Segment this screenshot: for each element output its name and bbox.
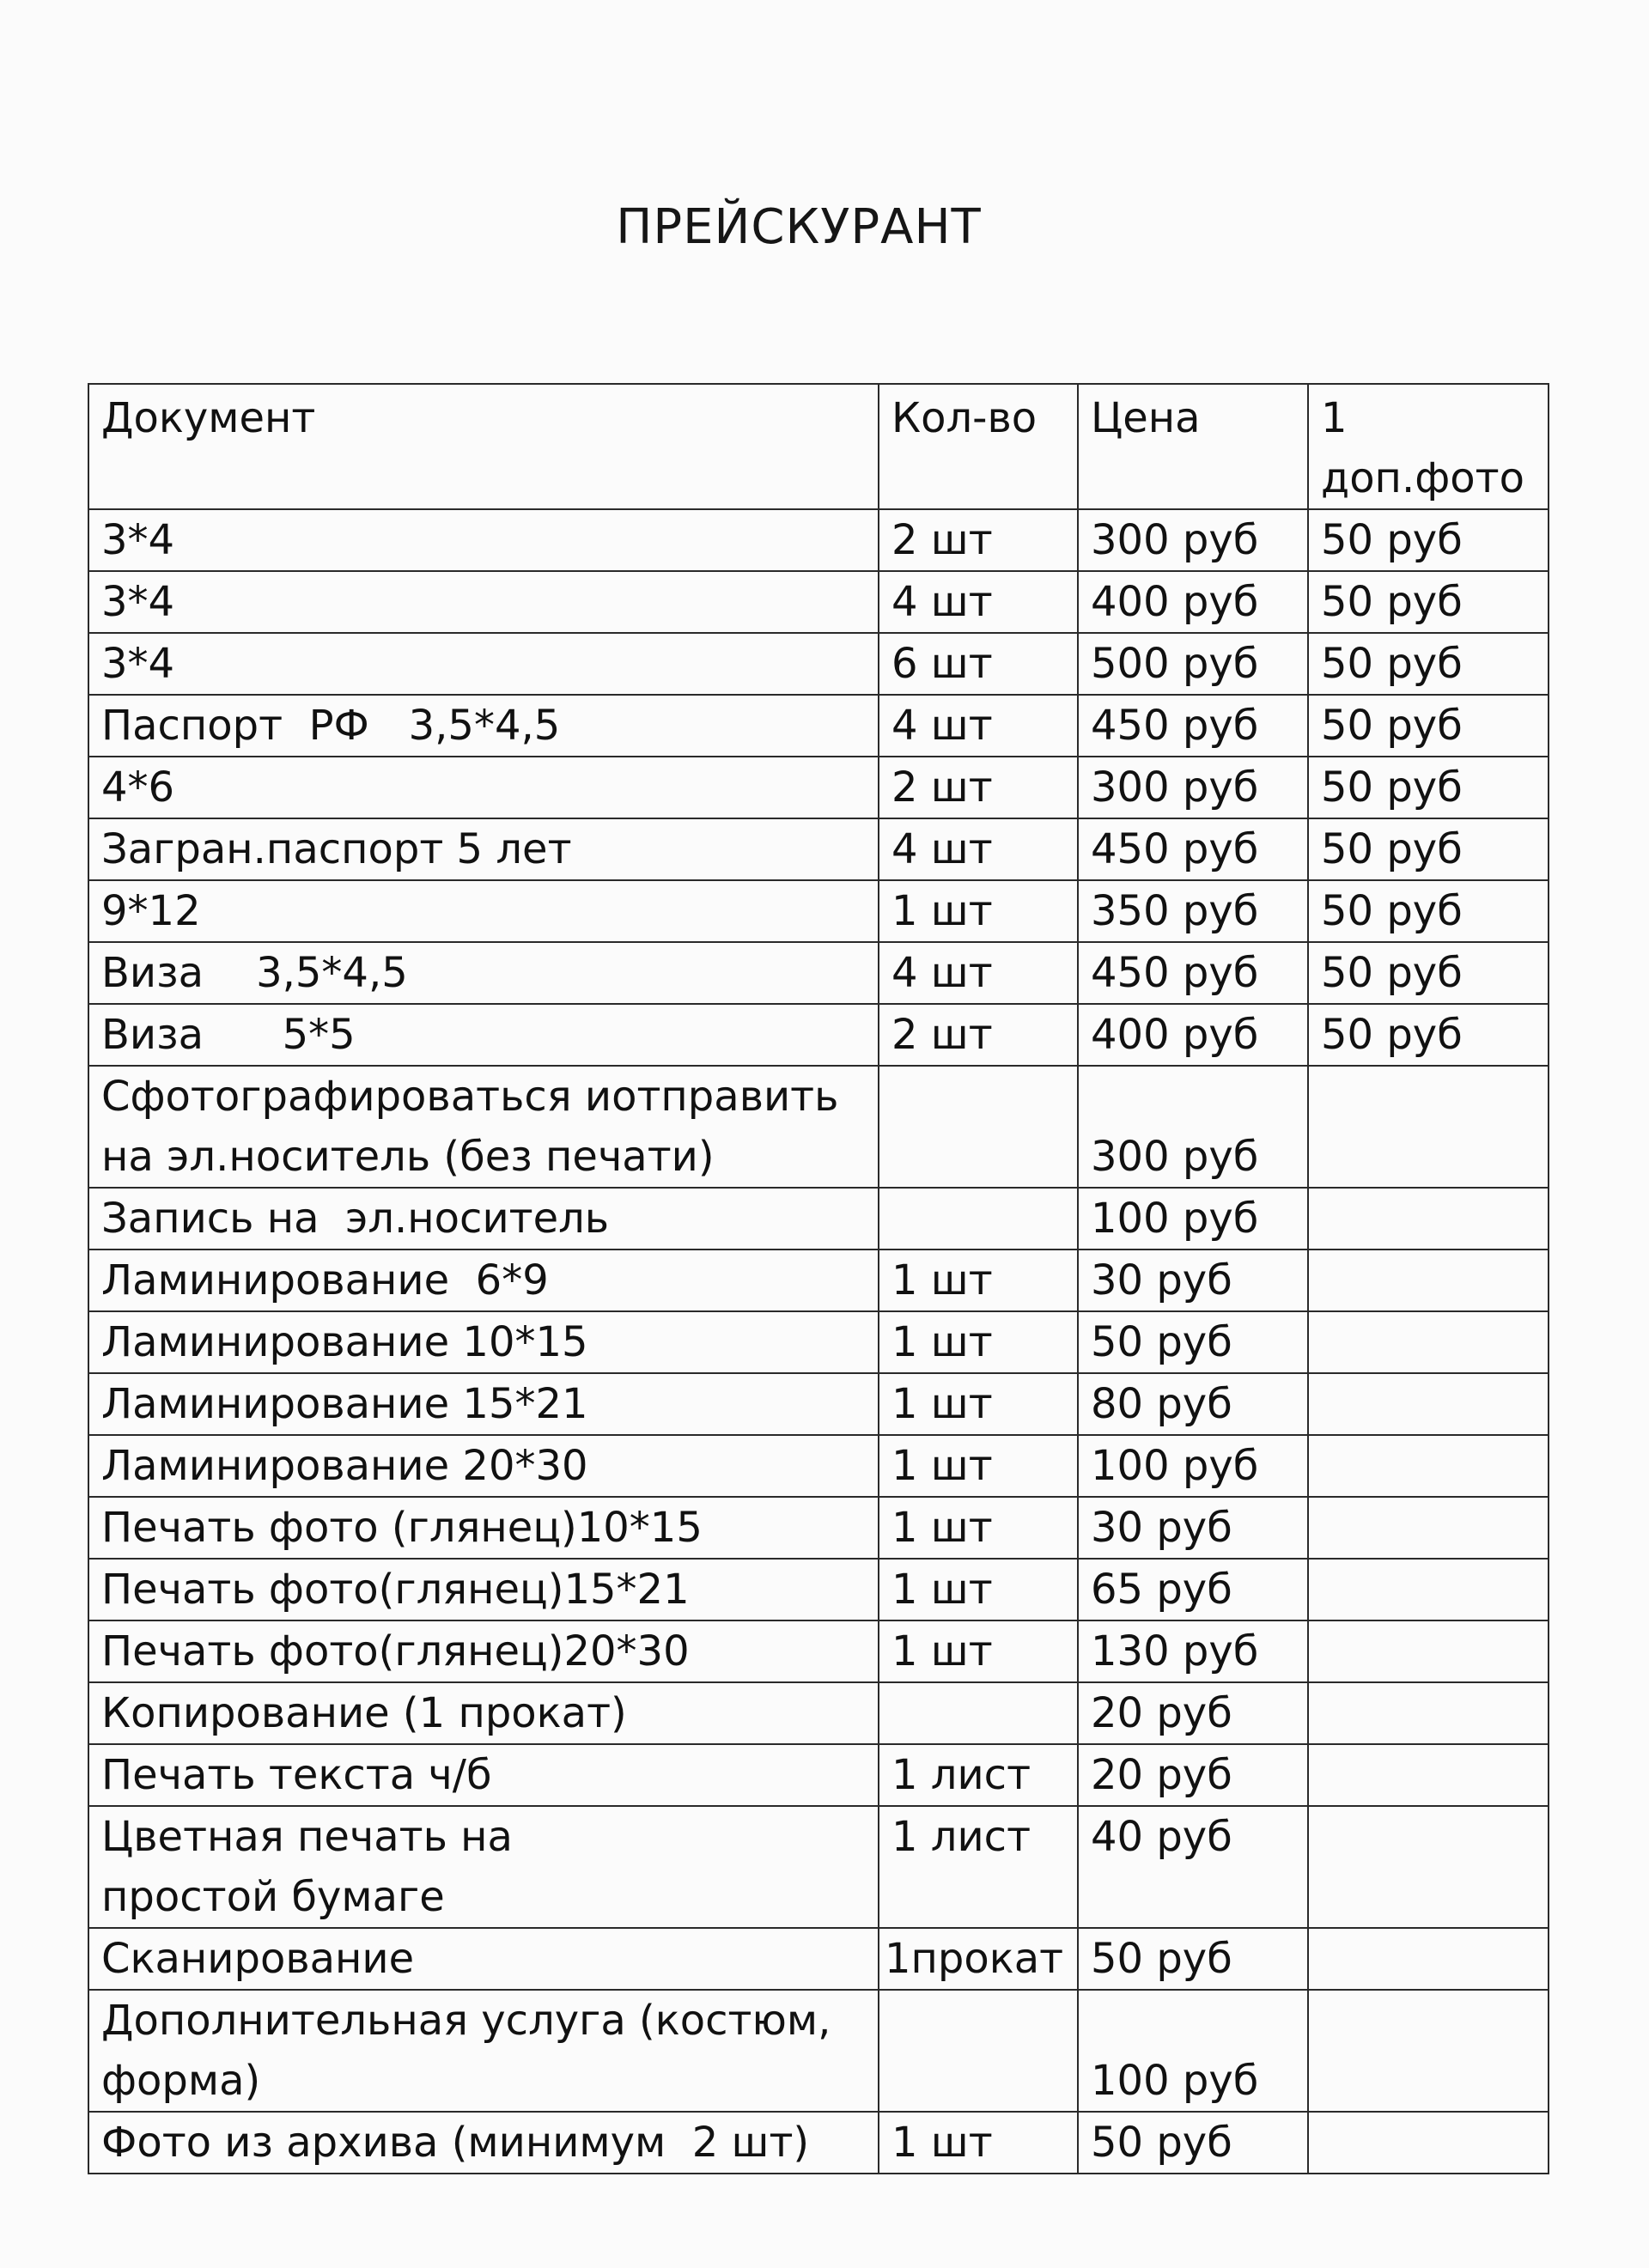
cell-price: 20 руб (1078, 1682, 1308, 1744)
cell-price: 450 руб (1078, 818, 1308, 880)
cell-document: Печать фото(глянец)20*30 (88, 1620, 879, 1682)
table-header-row (88, 384, 1549, 509)
cell-price: 50 руб (1078, 2112, 1308, 2174)
page-title: ПРЕЙСКУРАНТ (616, 199, 982, 255)
cell-extra-photo (1308, 1620, 1549, 1682)
cell-quantity: 6 шт (879, 633, 1078, 695)
cell-quantity: 1 шт (879, 1559, 1078, 1620)
cell-price: 300 руб (1078, 757, 1308, 818)
table-row (88, 1620, 1549, 1682)
cell-document: Фото из архива (минимум 2 шт) (88, 2112, 879, 2174)
cell-document: Цветная печать на простой бумаге (88, 1806, 879, 1928)
cell-price: 30 руб (1078, 1497, 1308, 1559)
cell-quantity (879, 1682, 1078, 1744)
table-row (88, 695, 1549, 757)
cell-quantity (879, 1188, 1078, 1250)
table-row (88, 1928, 1549, 1990)
cell-quantity: 1 шт (879, 1311, 1078, 1373)
table-row (88, 1497, 1549, 1559)
table-row (88, 1744, 1549, 1806)
cell-extra-photo: 50 руб (1308, 880, 1549, 942)
header-extra-photo: 1 доп.фото (1308, 384, 1549, 509)
cell-quantity: 1 шт (879, 880, 1078, 942)
price-table (88, 383, 1549, 2174)
cell-extra-photo (1308, 1559, 1549, 1620)
cell-price: 130 руб (1078, 1620, 1308, 1682)
cell-quantity: 1 шт (879, 1620, 1078, 1682)
cell-quantity: 1 шт (879, 1435, 1078, 1497)
cell-extra-photo (1308, 1990, 1549, 2112)
cell-document: Ламинирование 15*21 (88, 1373, 879, 1435)
cell-extra-photo (1308, 1497, 1549, 1559)
cell-price: 100 руб (1078, 1990, 1308, 2112)
table-row (88, 1066, 1549, 1188)
table-row (88, 2112, 1549, 2174)
cell-extra-photo (1308, 1066, 1549, 1188)
cell-quantity: 2 шт (879, 509, 1078, 571)
cell-quantity (879, 1990, 1078, 2112)
table-row (88, 880, 1549, 942)
cell-document: Печать фото (глянец)10*15 (88, 1497, 879, 1559)
cell-price: 300 руб (1078, 1066, 1308, 1188)
cell-extra-photo: 50 руб (1308, 633, 1549, 695)
cell-price: 400 руб (1078, 571, 1308, 633)
cell-price: 450 руб (1078, 942, 1308, 1004)
cell-extra-photo: 50 руб (1308, 509, 1549, 571)
table-row (88, 1250, 1549, 1311)
cell-document: Ламинирование 10*15 (88, 1311, 879, 1373)
cell-extra-photo: 50 руб (1308, 942, 1549, 1004)
cell-price: 20 руб (1078, 1744, 1308, 1806)
cell-document: Виза 3,5*4,5 (88, 942, 879, 1004)
cell-quantity: 1 шт (879, 1497, 1078, 1559)
cell-document: Сканирование (88, 1928, 879, 1990)
table-row (88, 1311, 1549, 1373)
table-row (88, 818, 1549, 880)
cell-price: 30 руб (1078, 1250, 1308, 1311)
cell-price: 350 руб (1078, 880, 1308, 942)
cell-document: 3*4 (88, 571, 879, 633)
cell-quantity: 4 шт (879, 571, 1078, 633)
table-row (88, 633, 1549, 695)
cell-extra-photo: 50 руб (1308, 695, 1549, 757)
cell-extra-photo (1308, 1682, 1549, 1744)
table-row (88, 1373, 1549, 1435)
cell-extra-photo: 50 руб (1308, 818, 1549, 880)
cell-document: Паспорт РФ 3,5*4,5 (88, 695, 879, 757)
cell-price: 400 руб (1078, 1004, 1308, 1066)
cell-quantity: 2 шт (879, 757, 1078, 818)
cell-extra-photo: 50 руб (1308, 1004, 1549, 1066)
cell-quantity: 4 шт (879, 695, 1078, 757)
cell-extra-photo (1308, 2112, 1549, 2174)
cell-quantity (879, 1066, 1078, 1188)
cell-price: 65 руб (1078, 1559, 1308, 1620)
cell-extra-photo (1308, 1806, 1549, 1928)
cell-document: 4*6 (88, 757, 879, 818)
cell-quantity: 2 шт (879, 1004, 1078, 1066)
cell-document: 3*4 (88, 633, 879, 695)
table-row (88, 1682, 1549, 1744)
cell-quantity: 1 лист (879, 1806, 1078, 1928)
cell-quantity: 4 шт (879, 942, 1078, 1004)
cell-document: Загран.паспорт 5 лет (88, 818, 879, 880)
cell-document: Сфотографироваться иотправить на эл.носитель (без печати) (88, 1066, 879, 1188)
header-quantity: Кол-во (879, 384, 1078, 509)
cell-document: Ламинирование 6*9 (88, 1250, 879, 1311)
cell-document: Запись на эл.носитель (88, 1188, 879, 1250)
table-row (88, 942, 1549, 1004)
header-document: Документ (88, 384, 879, 509)
cell-document: 9*12 (88, 880, 879, 942)
cell-document: Ламинирование 20*30 (88, 1435, 879, 1497)
cell-quantity: 4 шт (879, 818, 1078, 880)
cell-quantity: 1 шт (879, 2112, 1078, 2174)
cell-quantity: 1 шт (879, 1250, 1078, 1311)
cell-extra-photo (1308, 1373, 1549, 1435)
table-row (88, 1435, 1549, 1497)
cell-document: 3*4 (88, 509, 879, 571)
cell-price: 100 руб (1078, 1188, 1308, 1250)
cell-extra-photo: 50 руб (1308, 571, 1549, 633)
table-row (88, 1559, 1549, 1620)
cell-price: 450 руб (1078, 695, 1308, 757)
table-row (88, 1004, 1549, 1066)
cell-quantity: 1 лист (879, 1744, 1078, 1806)
table-row (88, 1990, 1549, 2112)
table-row (88, 757, 1549, 818)
cell-price: 50 руб (1078, 1928, 1308, 1990)
cell-document: Печать текста ч/б (88, 1744, 879, 1806)
cell-extra-photo (1308, 1928, 1549, 1990)
cell-price: 500 руб (1078, 633, 1308, 695)
cell-document: Дополнительная услуга (костюм, форма) (88, 1990, 879, 2112)
cell-document: Копирование (1 прокат) (88, 1682, 879, 1744)
table-row (88, 1188, 1549, 1250)
table-row (88, 509, 1549, 571)
cell-extra-photo (1308, 1435, 1549, 1497)
table-row (88, 1806, 1549, 1928)
cell-extra-photo (1308, 1744, 1549, 1806)
cell-extra-photo (1308, 1250, 1549, 1311)
cell-price: 40 руб (1078, 1806, 1308, 1928)
table-row (88, 571, 1549, 633)
cell-quantity: 1прокат (879, 1928, 1078, 1990)
cell-price: 100 руб (1078, 1435, 1308, 1497)
cell-extra-photo (1308, 1311, 1549, 1373)
cell-price: 50 руб (1078, 1311, 1308, 1373)
cell-quantity: 1 шт (879, 1373, 1078, 1435)
cell-extra-photo (1308, 1188, 1549, 1250)
cell-price: 80 руб (1078, 1373, 1308, 1435)
cell-price: 300 руб (1078, 509, 1308, 571)
header-price: Цена (1078, 384, 1308, 509)
cell-document: Печать фото(глянец)15*21 (88, 1559, 879, 1620)
cell-document: Виза 5*5 (88, 1004, 879, 1066)
cell-extra-photo: 50 руб (1308, 757, 1549, 818)
